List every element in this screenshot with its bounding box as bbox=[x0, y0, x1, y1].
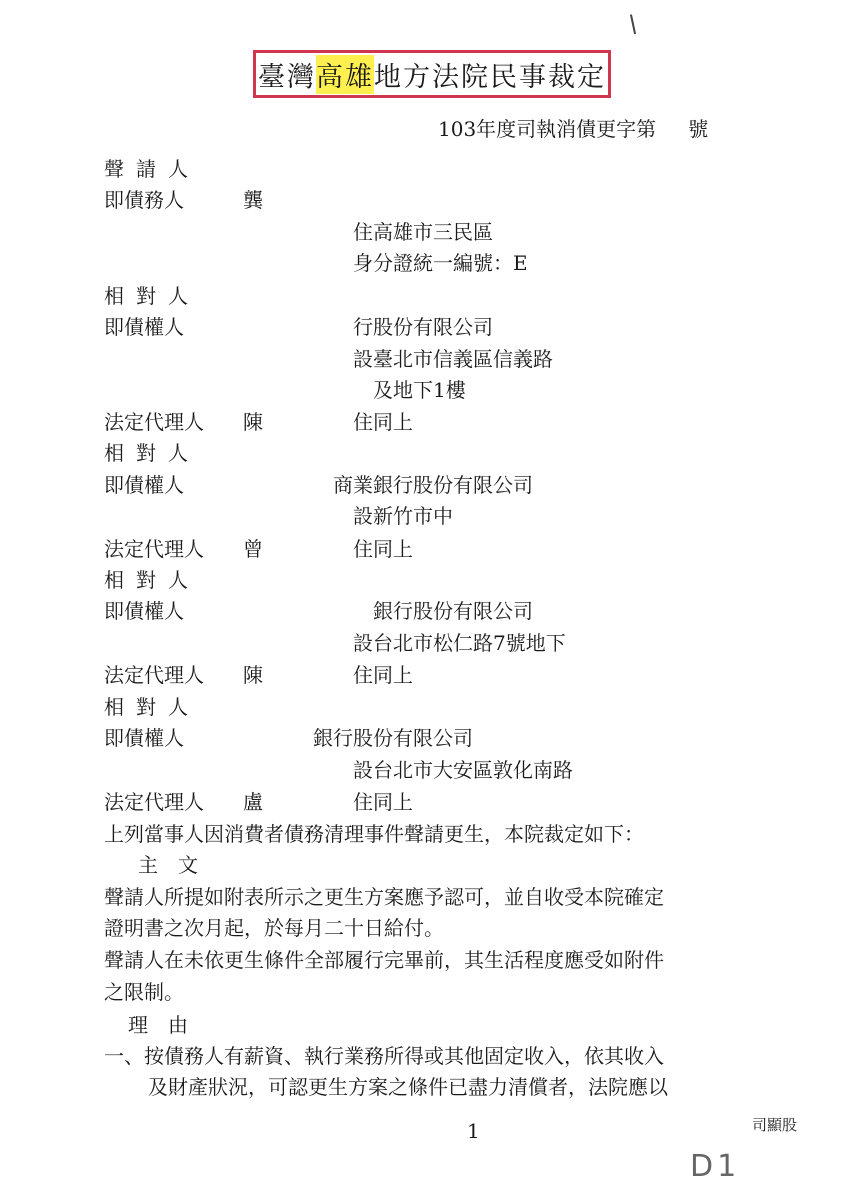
creditor-3-name: 銀行股份有限公司 bbox=[373, 599, 533, 623]
creditor-2-rep-label: 法定代理人 bbox=[104, 537, 204, 561]
main-item-2-line-1: 聲請人在未依更生條件全部履行完畢前，其生活程度應受如附件 bbox=[104, 948, 664, 972]
creditor-1-rep-label: 法定代理人 bbox=[104, 410, 204, 434]
title-part-2: 地方法院民事裁定 bbox=[374, 61, 606, 93]
reason-heading: 理 由 bbox=[128, 1013, 188, 1037]
debtor-name: 龔 bbox=[243, 188, 263, 212]
title-highlight: 高雄 bbox=[316, 55, 374, 94]
creditor-4-label: 相對人 bbox=[104, 695, 200, 719]
creditor-2-rep-address: 住同上 bbox=[353, 537, 413, 561]
creditor-2-role: 即債權人 bbox=[104, 473, 184, 497]
case-number bbox=[438, 116, 708, 142]
main-heading: 主 文 bbox=[138, 853, 198, 877]
division-label: 司顯股 bbox=[752, 1116, 798, 1134]
creditor-3-rep-label: 法定代理人 bbox=[104, 663, 204, 687]
creditor-2-label: 相對人 bbox=[104, 441, 200, 465]
creditor-4-rep-address: 住同上 bbox=[353, 790, 413, 814]
debtor-label: 即債務人 bbox=[104, 188, 184, 212]
creditor-3-address: 設台北市松仁路7號地下 bbox=[353, 631, 566, 655]
creditor-4-role: 即債權人 bbox=[104, 726, 184, 750]
applicant-label: 聲請人 bbox=[104, 157, 200, 181]
creditor-4-name: 銀行股份有限公司 bbox=[313, 726, 473, 750]
creditor-2-address: 設新竹市中 bbox=[353, 504, 453, 528]
handwritten-mark: D1 bbox=[690, 1149, 741, 1184]
case-number-suffix: 號 bbox=[688, 117, 709, 141]
creditor-4-rep-name: 盧 bbox=[243, 790, 263, 814]
creditor-3-label: 相對人 bbox=[104, 568, 200, 592]
creditor-1-role: 即債權人 bbox=[104, 315, 184, 339]
reason-1-line-2: 及財產狀況，可認更生方案之條件已盡力清償者，法院應以 bbox=[148, 1075, 668, 1099]
creditor-3-rep-address: 住同上 bbox=[353, 663, 413, 687]
creditor-1-rep-name: 陳 bbox=[243, 410, 263, 434]
creditor-1-label: 相對人 bbox=[104, 284, 200, 308]
case-number-text: 103年度司執消債更字第 bbox=[438, 117, 657, 141]
creditor-3-role: 即債權人 bbox=[104, 599, 184, 623]
creditor-4-address: 設台北市大安區敦化南路 bbox=[353, 758, 573, 782]
title-part-1: 臺灣 bbox=[258, 61, 316, 93]
creditor-1-address-2: 及地下1樓 bbox=[373, 378, 466, 402]
creditor-1-address-1: 設臺北市信義區信義路 bbox=[353, 347, 553, 371]
document-title bbox=[253, 50, 611, 98]
debtor-address: 住高雄市三民區 bbox=[353, 220, 493, 244]
creditor-3-rep-name: 陳 bbox=[243, 663, 263, 687]
page-number: 1 bbox=[467, 1119, 480, 1143]
pen-mark bbox=[630, 14, 639, 35]
creditor-1-name: 行股份有限公司 bbox=[353, 315, 493, 339]
creditor-2-name: 商業銀行股份有限公司 bbox=[333, 473, 533, 497]
main-item-2-line-2: 之限制。 bbox=[104, 980, 184, 1004]
creditor-1-rep-address: 住同上 bbox=[353, 410, 413, 434]
main-item-1-line-1: 聲請人所提如附表所示之更生方案應予認可，並自收受本院確定 bbox=[104, 885, 664, 909]
creditor-2-rep-name: 曾 bbox=[243, 537, 263, 561]
intro-paragraph: 上列當事人因消費者債務清理事件聲請更生，本院裁定如下： bbox=[104, 822, 644, 846]
main-item-1-line-2: 證明書之次月起，於每月二十日給付。 bbox=[104, 916, 444, 940]
creditor-4-rep-label: 法定代理人 bbox=[104, 790, 204, 814]
debtor-id: 身分證統一編號：E bbox=[353, 251, 528, 275]
reason-1-line-1: 一、按債務人有薪資、執行業務所得或其他固定收入，依其收入 bbox=[104, 1044, 664, 1068]
